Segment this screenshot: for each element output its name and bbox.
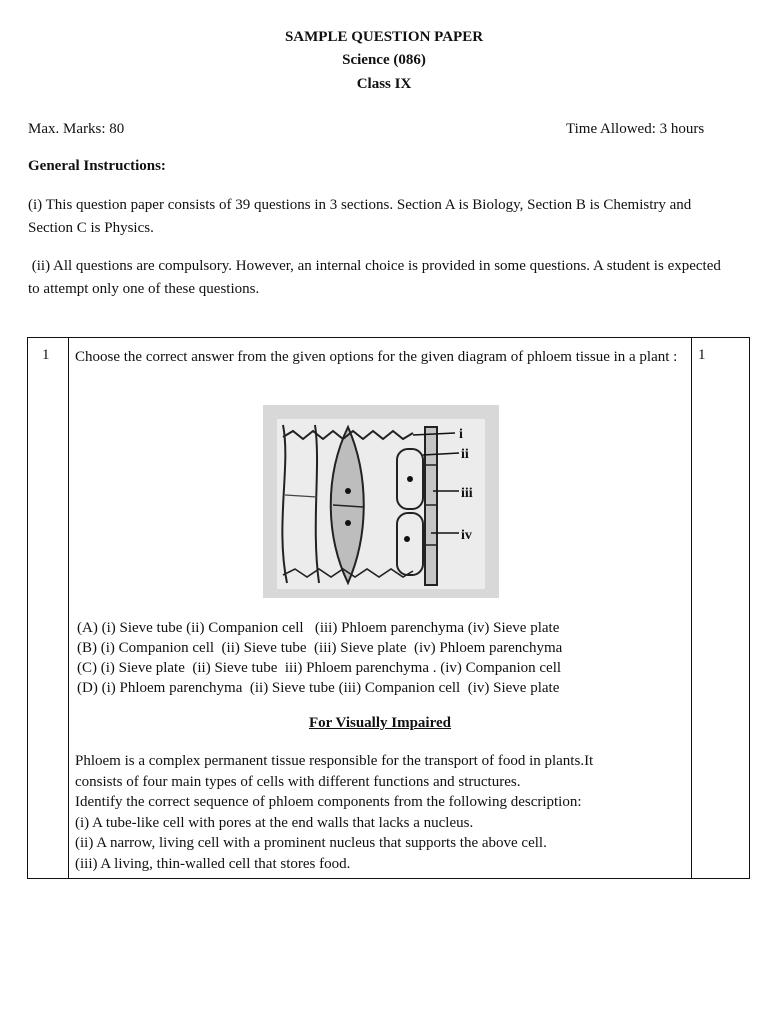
option-c: (C) (i) Sieve plate (ii) Sieve tube iii) Phloem parenchyma . (iv) Companion cell	[77, 660, 562, 676]
instruction-item: (ii) All questions are compulsory. However, an internal choice is provided in some questions. A student is expected to attempt only one of these questions.	[28, 258, 725, 297]
vi-line: (i) A tube-like cell with pores at the end walls that lacks a nucleus.	[75, 814, 474, 831]
visually-impaired-text	[75, 751, 685, 874]
question-marks: 1	[698, 347, 706, 363]
paper-title: SAMPLE QUESTION PAPER	[284, 29, 484, 45]
question-number: 1	[42, 347, 50, 363]
phloem-diagram	[263, 405, 499, 598]
answer-options	[77, 618, 562, 698]
max-marks: Max. Marks: 80	[28, 121, 125, 137]
option-a: (A) (i) Sieve tube (ii) Companion cell (iii) Phloem parenchyma (iv) Sieve plate	[77, 620, 560, 636]
column-divider	[68, 338, 69, 878]
paper-subject: Science (086)	[342, 52, 426, 68]
visually-impaired-heading: For Visually Impaired	[309, 715, 451, 731]
instruction-item: (i) This question paper consists of 39 questions in 3 sections. Section A is Biology, Section B is Chemistry and Section C is Physics.	[28, 197, 692, 236]
option-b: (B) (i) Companion cell (ii) Sieve tube (iii) Sieve plate (iv) Phloem parenchyma	[77, 640, 563, 656]
paper-class: Class IX	[356, 76, 412, 92]
vi-line: Identify the correct sequence of phloem components from the following description:	[75, 794, 582, 810]
figure-label-iv: iv	[461, 528, 472, 543]
option-d: (D) (i) Phloem parenchyma (ii) Sieve tube (iii) Companion cell (iv) Sieve plate	[77, 680, 560, 696]
vi-line: (iii) A living, thin-walled cell that stores food.	[75, 855, 351, 872]
figure-label-ii: ii	[461, 447, 469, 462]
figure-label-iii: iii	[461, 486, 473, 501]
vi-line: (ii) A narrow, living cell with a prominent nucleus that supports the above cell.	[75, 835, 547, 851]
instructions-heading: General Instructions:	[28, 158, 166, 174]
time-allowed: Time Allowed: 3 hours	[566, 121, 705, 137]
column-divider	[691, 338, 692, 878]
vi-line: Phloem is a complex permanent tissue responsible for the transport of food in plants.It	[75, 753, 594, 769]
vi-line: consists of four main types of cells with different functions and structures.	[75, 773, 521, 790]
question-text: Choose the correct answer from the given options for the given diagram of phloem tissue in a plant :	[75, 349, 678, 365]
figure-label-i: i	[459, 427, 463, 442]
